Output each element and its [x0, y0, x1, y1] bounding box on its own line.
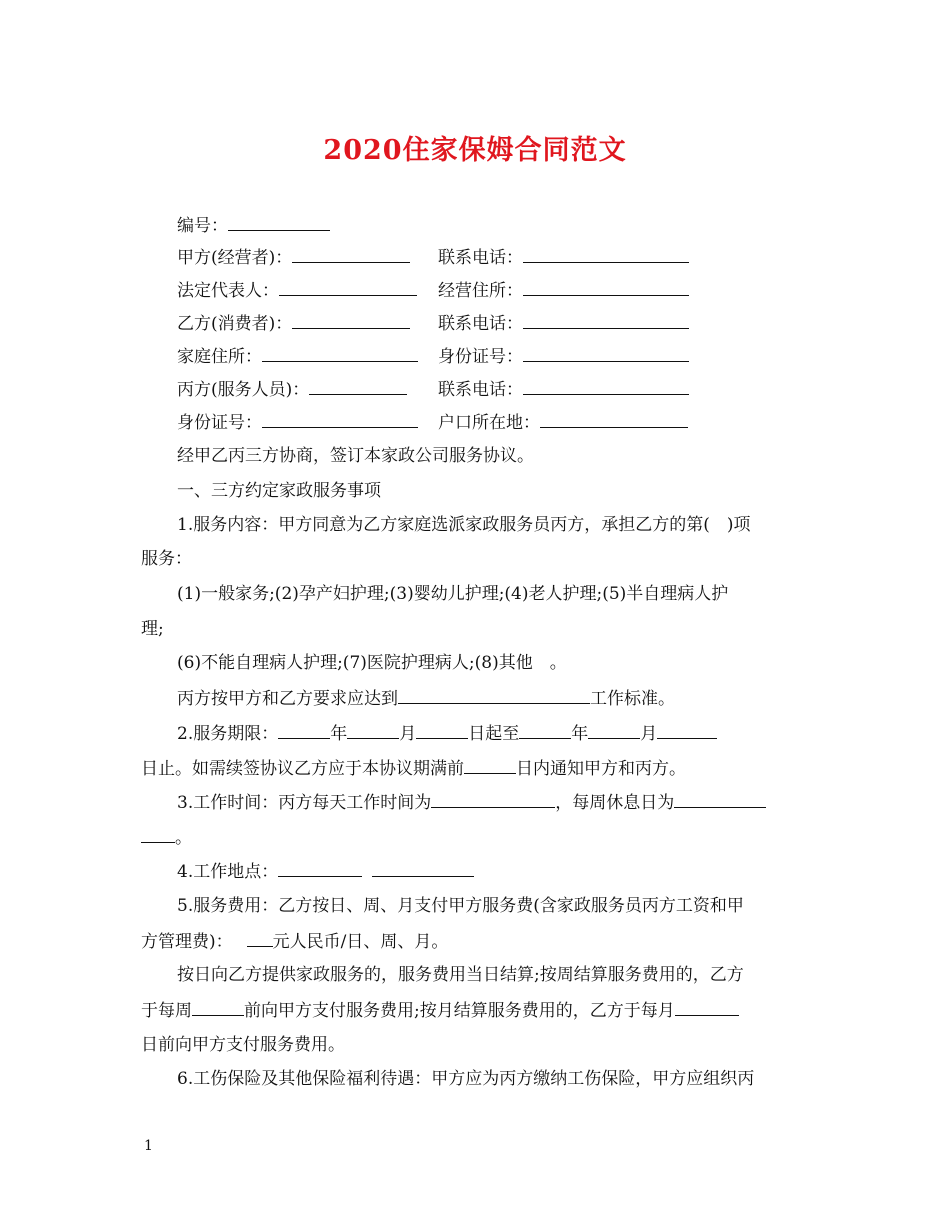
home-addr-row [177, 344, 737, 369]
item5-weekly-pre: 于每周 [141, 1001, 192, 1021]
party-a-row [177, 245, 737, 270]
item1-standard-pre: 丙方按甲方和乙方要求应达到 [177, 689, 398, 709]
weekly-day-blank[interactable] [192, 998, 244, 1016]
item4-line [177, 859, 474, 884]
number-blank[interactable] [228, 213, 330, 231]
item1-list-line-c: (6)不能自理病人护理;(7)医院护理病人;(8)其他 。 [177, 653, 567, 673]
hukou-label: 户口所在地： [438, 413, 540, 433]
end-year-blank[interactable] [519, 721, 571, 739]
party-b-blank[interactable] [292, 311, 410, 329]
year-label: 年 [330, 724, 348, 744]
monthly-day-blank[interactable] [675, 998, 739, 1016]
phone-blank-1[interactable] [523, 245, 689, 263]
item5-line-b [141, 929, 448, 954]
item2-label: 2.服务期限： [177, 724, 279, 744]
month-label: 月 [399, 724, 417, 744]
item2-renew-post: 日内通知甲方和丙方。 [516, 759, 686, 779]
legal-rep-row [177, 278, 737, 303]
item5-weekly-mid: 前向甲方支付服务费用;按月结算服务费用的，乙方于每月 [244, 1001, 675, 1021]
business-addr-blank[interactable] [523, 278, 689, 296]
document-title: 2020住家保姆合同范文 [323, 135, 627, 166]
party-c-blank[interactable] [309, 377, 407, 395]
phone-label-1: 联系电话： [438, 248, 523, 268]
page-number: 1 [144, 1138, 153, 1154]
id-label-1: 身份证号： [438, 347, 523, 367]
item6-line: 6.工伤保险及其他保险福利待遇：甲方应为丙方缴纳工伤保险，甲方应组织丙 [177, 1069, 755, 1089]
id-blank-2[interactable] [262, 410, 418, 428]
hukou-blank[interactable] [540, 410, 688, 428]
phone-label-2: 联系电话： [438, 314, 523, 334]
item5-line-c: 按日向乙方提供家政服务的，服务费用当日结算;按周结算服务费用的，乙方 [177, 965, 744, 985]
id-label-2: 身份证号： [177, 413, 262, 433]
year-label-2: 年 [571, 724, 589, 744]
item3-mid: ，每周休息日为 [555, 793, 675, 813]
rest-day-blank-cont[interactable] [141, 825, 175, 843]
item2-renew-pre: 日止。如需续签协议乙方应于本协议期满前 [141, 759, 464, 779]
end-month-blank[interactable] [588, 721, 640, 739]
section-heading-1: 一、三方约定家政服务事项 [177, 481, 381, 501]
work-place-blank-1[interactable] [278, 859, 362, 877]
item1-line-b: 服务： [141, 549, 192, 569]
party-a-label: 甲方(经营者)： [177, 248, 293, 268]
legal-rep-blank[interactable] [279, 278, 417, 296]
item5-line-e: 日前向甲方支付服务费用。 [141, 1035, 345, 1055]
item1-standard-line [177, 686, 675, 711]
item2-line-b [141, 756, 686, 781]
intro-paragraph: 经甲乙丙三方协商，签订本家政公司服务协议。 [177, 446, 534, 466]
month-label-2: 月 [640, 724, 658, 744]
day-from-label: 日起至 [468, 724, 520, 744]
start-month-blank[interactable] [347, 721, 399, 739]
party-b-row [177, 311, 737, 336]
item2-line-a [177, 721, 717, 746]
id-blank-1[interactable] [523, 344, 689, 362]
start-day-blank[interactable] [416, 721, 468, 739]
party-a-blank[interactable] [292, 245, 410, 263]
item5-line-d [141, 998, 739, 1023]
item1-line-a: 1.服务内容：甲方同意为乙方家庭选派家政服务员丙方，承担乙方的第( )项 [177, 515, 751, 535]
item1-standard-post: 工作标准。 [590, 689, 675, 709]
business-addr-label: 经营住所： [438, 281, 523, 301]
work-place-blank-2[interactable] [372, 859, 474, 877]
fee-amount-blank[interactable] [247, 929, 273, 947]
id-hukou-row [177, 410, 737, 435]
rest-day-blank[interactable] [674, 790, 766, 808]
item3-line-a [177, 790, 766, 815]
start-year-blank[interactable] [278, 721, 330, 739]
item3-line-b [141, 825, 192, 850]
phone-blank-2[interactable] [523, 311, 689, 329]
home-addr-label: 家庭住所： [177, 347, 262, 367]
item1-list-line-a: (1)一般家务;(2)孕产妇护理;(3)婴幼儿护理;(4)老人护理;(5)半自理病人护 [177, 584, 729, 604]
home-addr-blank[interactable] [262, 344, 418, 362]
standard-blank[interactable] [398, 686, 590, 704]
number-label: 编号： [177, 216, 228, 236]
renew-days-blank[interactable] [464, 756, 516, 774]
legal-rep-label: 法定代表人： [177, 281, 279, 301]
party-b-label: 乙方(消费者)： [177, 314, 293, 334]
daily-hours-blank[interactable] [431, 790, 555, 808]
phone-blank-3[interactable] [523, 377, 689, 395]
item5-line-a: 5.服务费用：乙方按日、周、月支付甲方服务费(含家政服务员丙方工资和甲 [177, 896, 744, 916]
phone-label-3: 联系电话： [438, 380, 523, 400]
item1-list-line-b: 理; [141, 619, 164, 639]
party-c-label: 丙方(服务人员)： [177, 380, 310, 400]
item4-label: 4.工作地点： [177, 862, 279, 882]
end-day-blank[interactable] [657, 721, 717, 739]
item5-fee-pre: 方管理费)： [141, 932, 233, 952]
item3-end: 。 [175, 828, 192, 848]
item5-fee-post: 元人民币/日、周、月。 [272, 932, 449, 952]
item3-pre: 3.工作时间：丙方每天工作时间为 [177, 793, 432, 813]
number-row [177, 213, 330, 238]
party-c-row [177, 377, 737, 402]
